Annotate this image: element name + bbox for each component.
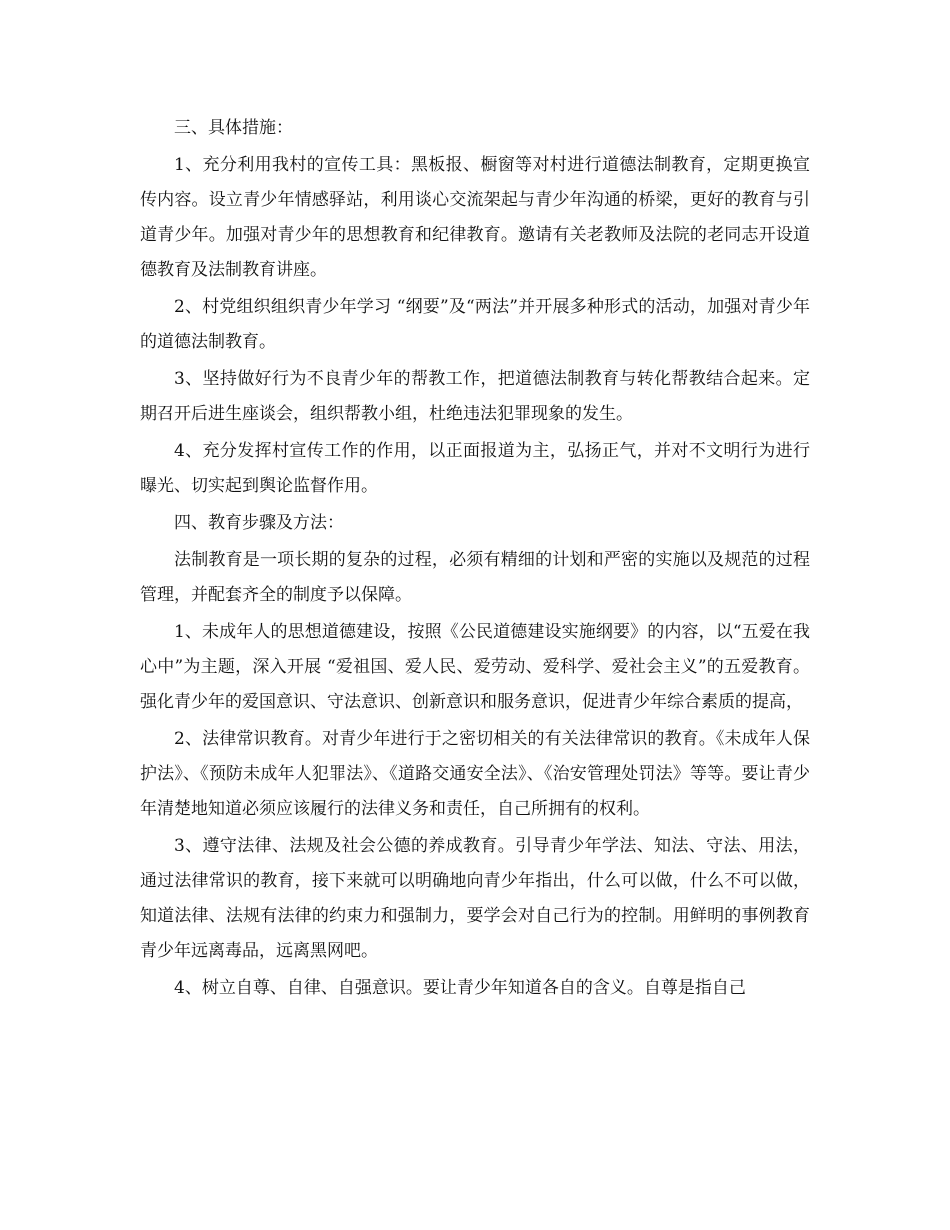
section-heading-measures: 三、具体措施：	[174, 118, 293, 138]
paragraph-steps-intro: 法制教育是一项长期的复杂的过程，必须有精细的计划和严密的实施以及规范的过程管理，并配套齐全的制度予以保障。	[140, 550, 810, 605]
paragraph-measure-3: 3、坚持做好行为不良青少年的帮教工作，把道德法制教育与转化帮教结合起来。定期召开后进生座谈会，组织帮教小组，杜绝违法犯罪现象的发生。	[140, 369, 810, 424]
paragraph-step-3: 3、遵守法律、法规及社会公德的养成教育。引导青少年学法、知法、守法、用法，通过法律常识的教育，接下来就可以明确地向青少年指出，什么可以做，什么不可以做，知道法律、法规有法律的约束力和强制力，要学会对自己行为的控制。用鲜明的事例教育青少年远离毒品，远离黑网吧。	[140, 836, 810, 961]
document-body	[140, 111, 810, 1008]
paragraph-step-1: 1、未成年人的思想道德建设，按照《公民道德建设实施纲要》的内容，以“五爱在我心中”为主题，深入开展 “爱祖国、爱人民、爱劳动、爱科学、爱社会主义”的五爱教育。强化青少年的爱国意识、守法意识、创新意识和服务意识，促进青少年综合素质的提高，	[140, 622, 810, 712]
paragraph-measure-2: 2、村党组织组织青少年学习 “纲要”及“两法”并开展多种形式的活动，加强对青少年的道德法制教育。	[140, 297, 810, 352]
paragraph-measure-1: 1、充分利用我村的宣传工具：黑板报、橱窗等对村进行道德法制教育，定期更换宣传内容。设立青少年情感驿站，利用谈心交流架起与青少年沟通的桥梁，更好的教育与引道青少年。加强对青少年的思想教育和纪律教育。邀请有关老教师及法院的老同志开设道德教育及法制教育讲座。	[140, 155, 810, 280]
paragraph-step-2: 2、法律常识教育。对青少年进行于之密切相关的有关法律常识的教育。《未成年人保护法》、《预防未成年人犯罪法》、《道路交通安全法》、《治安管理处罚法》等等。要让青少年清楚地知道必须应该履行的法律义务和责任，自己所拥有的权利。	[140, 729, 810, 819]
paragraph-measure-4: 4、充分发挥村宣传工作的作用，以正面报道为主，弘扬正气，并对不文明行为进行曝光、切实起到舆论监督作用。	[140, 441, 810, 496]
paragraph-step-4: 4、树立自尊、自律、自强意识。要让青少年知道各自的含义。自尊是指自己	[174, 978, 746, 998]
section-heading-steps: 四、教育步骤及方法：	[174, 513, 344, 533]
